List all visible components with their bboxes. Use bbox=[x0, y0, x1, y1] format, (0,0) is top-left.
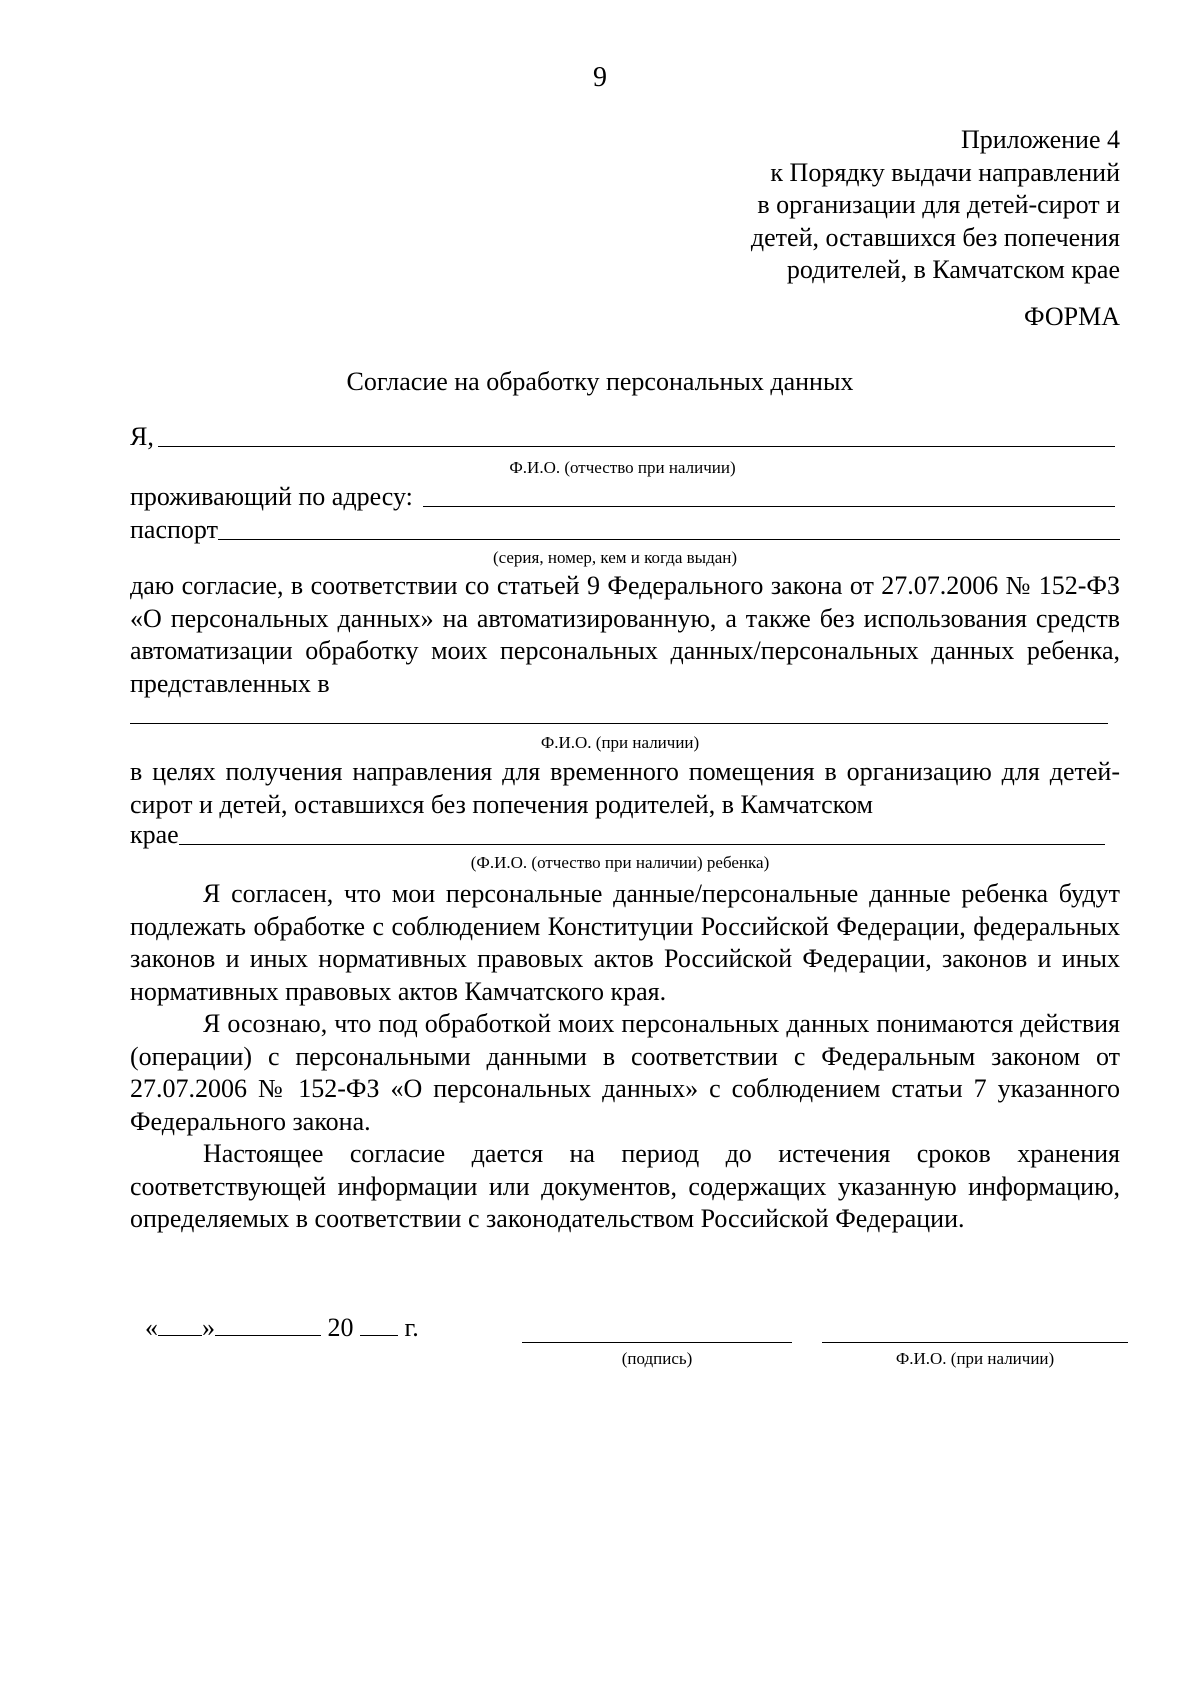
aware-paragraph: Я осознаю, что под обработкой моих персональных данных понимаются действия (операции) с персональными данными в соответствии с Федеральным законом от 27.07.2006 № 152-ФЗ «О персональных данных» с соблюдением статьи 7 указанного Федерального закона. bbox=[130, 1009, 1120, 1136]
address-label: проживающий по адресу: bbox=[130, 482, 413, 511]
agree-paragraph: Я согласен, что мои персональные данные/персональные данные ребенка будут подлежать обработке с соблюдением Конституции Российской Федерации, федеральных законов и иных нормативных правовых актов Российской Федерации, законов и иных нормативных правовых актов Камчатского края. bbox=[130, 879, 1120, 1006]
i-label: Я, bbox=[130, 422, 154, 451]
passport-label: паспорт bbox=[130, 515, 218, 544]
appendix-line: родителей, в Камчатском крае bbox=[786, 255, 1120, 284]
passport-caption: (серия, номер, кем и когда выдан) bbox=[492, 548, 738, 567]
fio-blank-line[interactable] bbox=[158, 424, 1115, 447]
fio-caption: Ф.И.О. (отчество при наличии) bbox=[509, 458, 736, 477]
name-blank-line[interactable] bbox=[822, 1342, 1128, 1343]
address-blank-line[interactable] bbox=[423, 484, 1115, 507]
region-label: крае bbox=[130, 820, 179, 849]
open-quote: « bbox=[145, 1313, 158, 1342]
form-label: ФОРМА bbox=[1024, 302, 1120, 331]
passport-blank-line[interactable] bbox=[218, 517, 1120, 540]
child-caption: (Ф.И.О. (отчество при наличии) ребенка) bbox=[470, 853, 770, 872]
appendix-line: к Порядку выдачи направлений bbox=[770, 157, 1120, 187]
month-blank[interactable] bbox=[215, 1315, 321, 1336]
year-suffix: г. bbox=[404, 1313, 419, 1342]
year-prefix: 20 bbox=[327, 1313, 354, 1342]
signature-blank-line[interactable] bbox=[522, 1342, 792, 1343]
appendix-header bbox=[520, 124, 1120, 287]
period-paragraph: Настоящее согласие дается на период до истечения сроков хранения соответствующей информации или документов, содержащих указанную информацию, определяемых в соответствии с законодательством Российской Федерации. bbox=[130, 1139, 1120, 1233]
name-caption: Ф.И.О. (при наличии) bbox=[895, 1349, 1055, 1368]
purpose-paragraph: в целях получения направления для временного помещения в организацию для детей-сирот и детей, оставшихся без попечения родителей, в Камчатском bbox=[130, 757, 1120, 819]
appendix-line: в организации для детей-сирот и bbox=[757, 190, 1120, 219]
representative-blank-line[interactable] bbox=[130, 723, 1108, 724]
passport-field-row bbox=[130, 515, 1120, 545]
close-quote: » bbox=[202, 1313, 215, 1342]
year-blank[interactable] bbox=[360, 1315, 398, 1336]
signature-caption: (подпись) bbox=[621, 1349, 693, 1368]
child-blank-line[interactable] bbox=[179, 822, 1105, 845]
date-row bbox=[145, 1313, 419, 1343]
fio-field-row bbox=[130, 422, 1115, 452]
child-field-row bbox=[130, 820, 1105, 850]
appendix-line: Приложение 4 bbox=[960, 125, 1120, 154]
document-title: Согласие на обработку персональных данных bbox=[346, 367, 854, 396]
representative-caption: Ф.И.О. (при наличии) bbox=[540, 733, 700, 752]
address-field-row bbox=[130, 482, 1115, 512]
appendix-line: детей, оставшихся без попечения bbox=[750, 222, 1120, 252]
page-number: 9 bbox=[593, 62, 607, 93]
consent-intro-paragraph: даю согласие, в соответствии со статьей 9 Федерального закона от 27.07.2006 № 152-ФЗ «О персональных данных» на автоматизированную, а также без использования средств автоматизации обработку моих персональных данных/персональных данных ребенка, представленных в bbox=[130, 571, 1120, 698]
day-blank[interactable] bbox=[158, 1315, 202, 1336]
